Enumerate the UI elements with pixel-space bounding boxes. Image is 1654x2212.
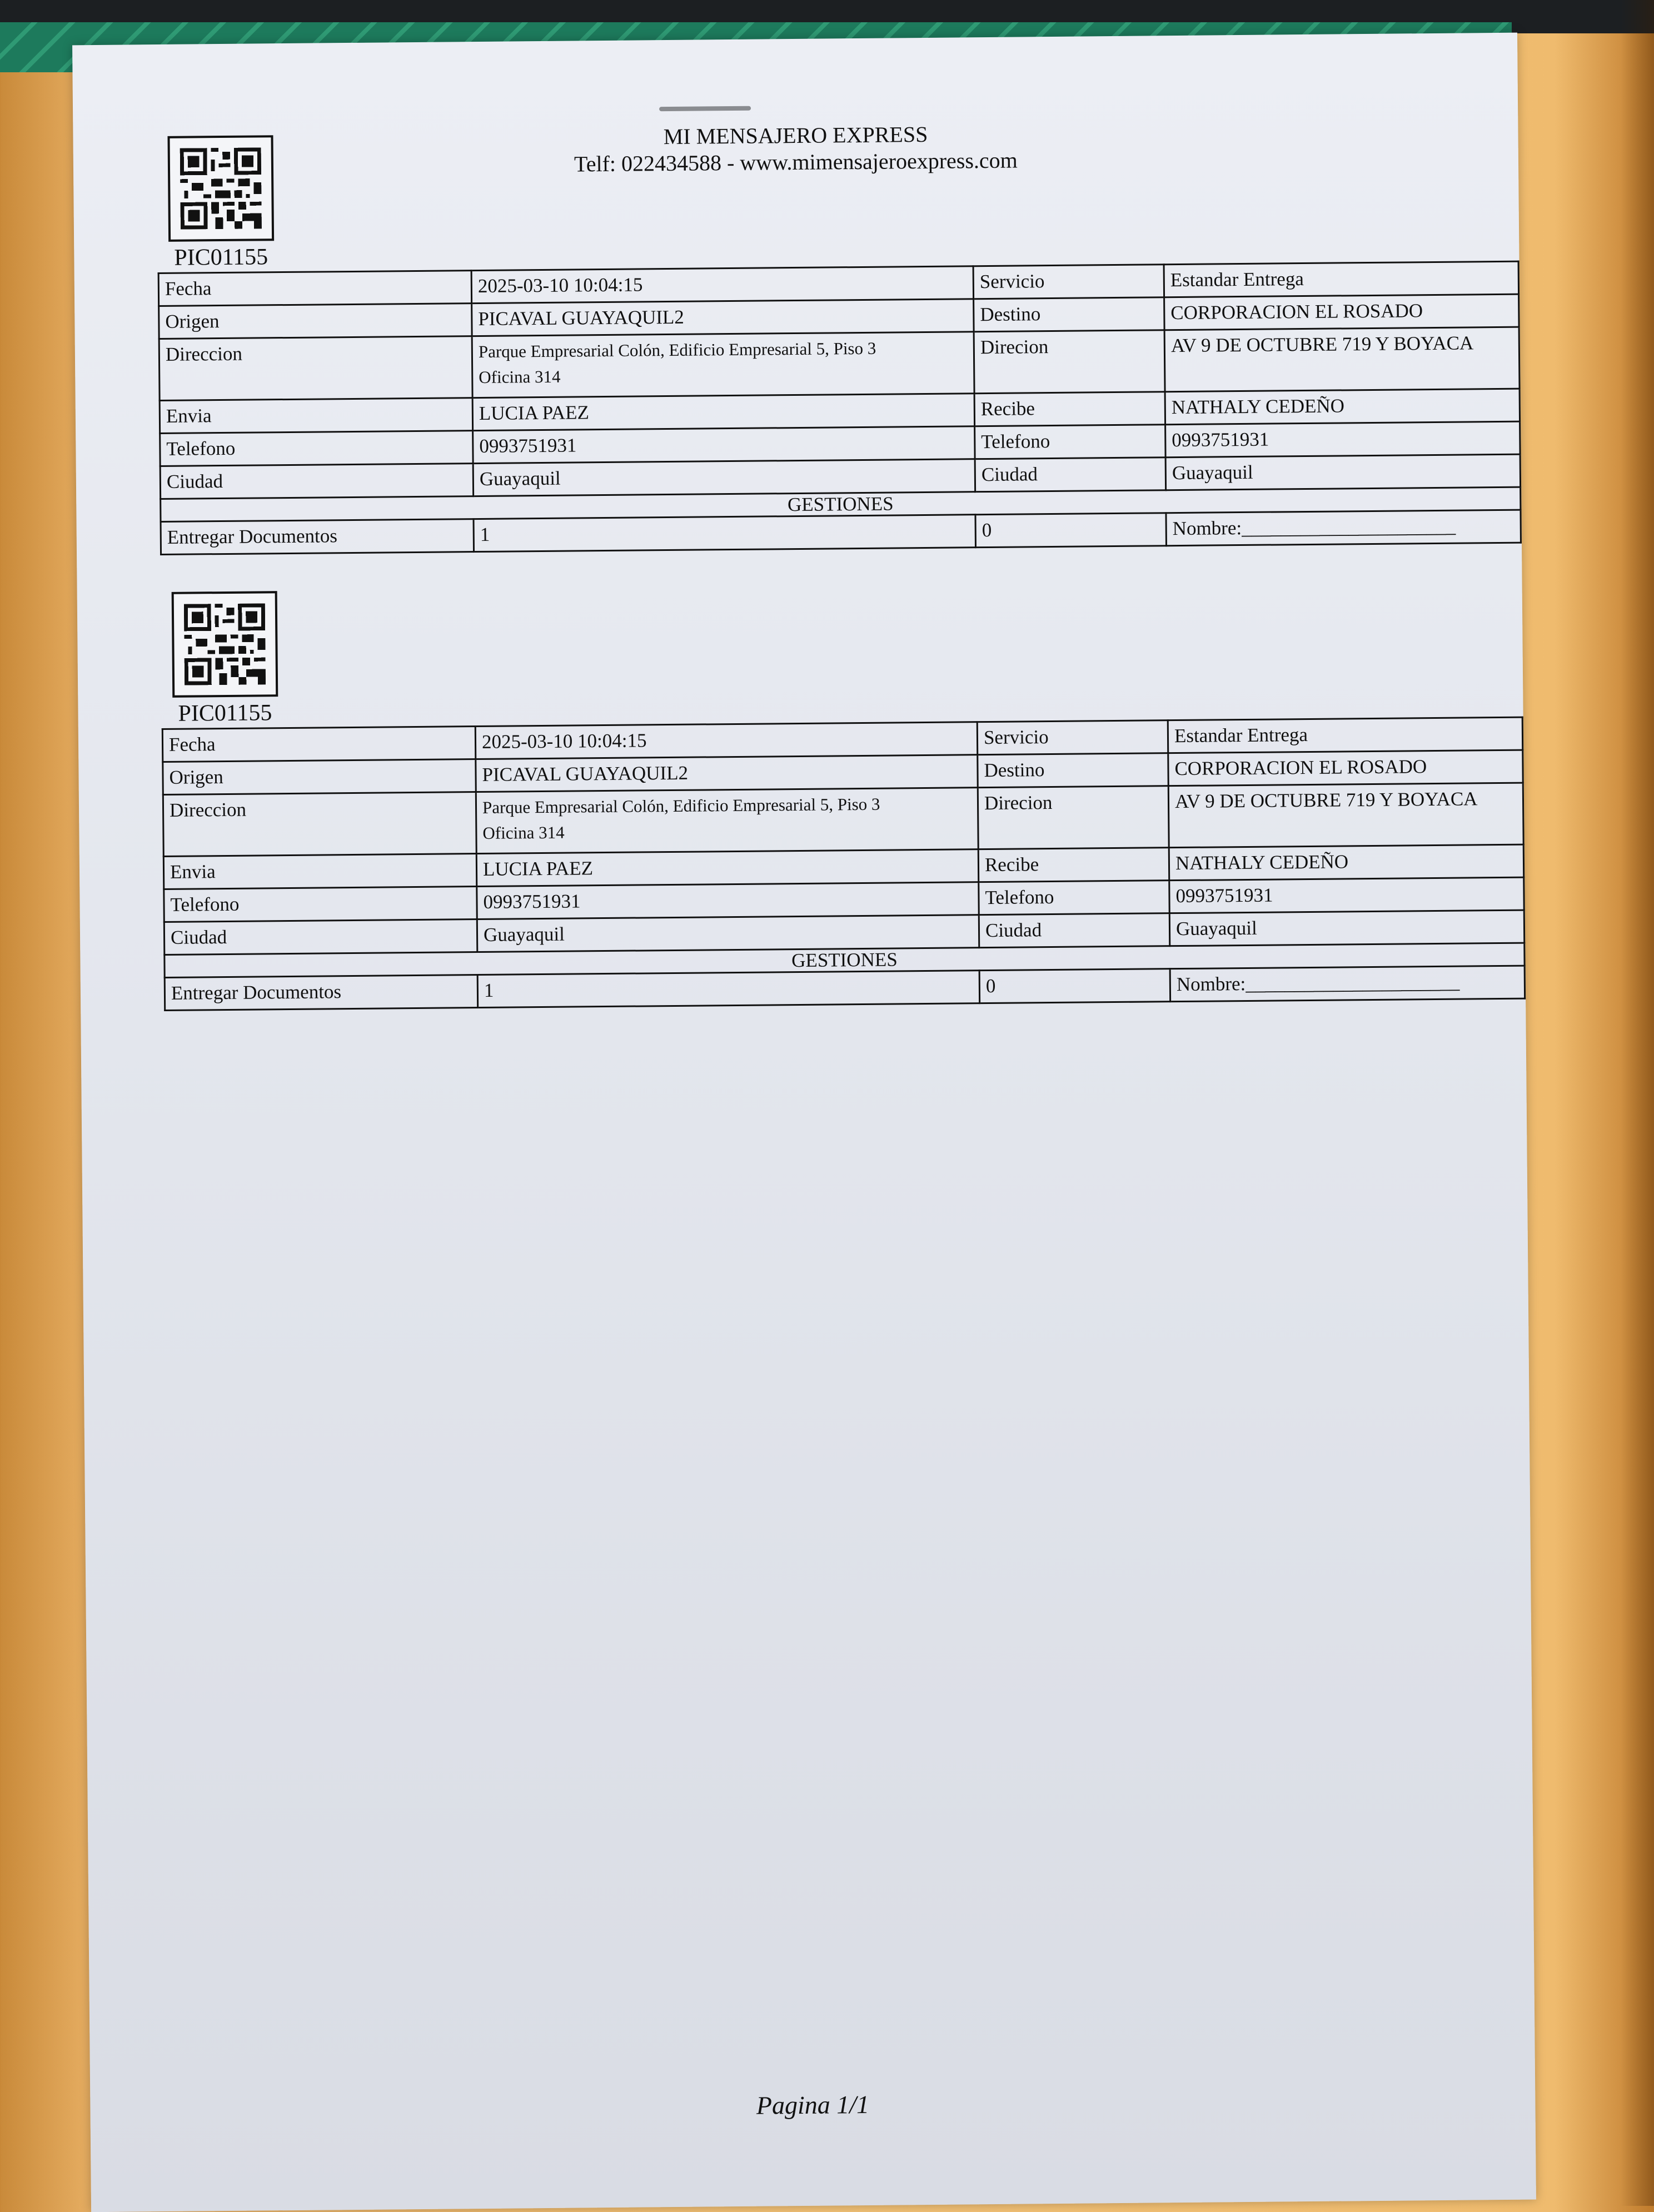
label-envia: Envia [163,854,476,889]
gestion-cantidad: 1 [477,971,979,1008]
value-ciudad: Guayaquil [473,459,975,496]
label-telefono: Telefono [160,431,473,466]
value-telefono: 0993751931 [473,426,975,464]
value-envia: LUCIA PAEZ [476,849,978,887]
value-direcion: AV 9 DE OCTUBRE 719 Y BOYACA [1164,327,1520,392]
gestion-valor: 0 [975,513,1167,548]
value-direcion: AV 9 DE OCTUBRE 719 Y BOYACA [1168,783,1523,848]
qr-code-icon [172,591,278,698]
value-fecha: 2025-03-10 10:04:15 [471,266,973,304]
label-fecha: Fecha [158,271,471,306]
slip-table [158,261,1522,555]
table-row [163,783,1523,856]
label-recibe: Recibe [978,848,1169,882]
slip-table [162,717,1526,1011]
label-servicio: Servicio [977,720,1168,755]
gestion-tarea: Entregar Documentos [165,975,477,1011]
value-destino: CORPORACION EL ROSADO [1168,750,1523,786]
direccion-line-2: Oficina 314 [479,366,561,387]
value-servicio: Estandar Entrega [1168,717,1522,753]
tracking-code: PIC01155 [174,244,268,271]
gestion-nombre: Nombre:______________________ [1170,966,1525,1002]
value-servicio: Estandar Entrega [1164,261,1518,297]
value-telefono-destino: 0993751931 [1169,877,1524,913]
gestion-cantidad: 1 [474,515,975,552]
paper-sheet [72,33,1536,2212]
staple-mark [659,106,751,111]
page-number: Pagina 1/1 [756,2090,870,2120]
value-origen: PICAVAL GUAYAQUIL2 [476,755,978,792]
gestion-tarea: Entregar Documentos [161,519,474,555]
direccion-line-1: Parque Empresarial Colón, Edificio Empresarial 5, Piso 3 [478,338,876,361]
gestiones-header: GESTIONES [161,487,1521,521]
label-direccion: Direccion [159,336,472,401]
value-recibe: NATHALY CEDEÑO [1169,844,1523,881]
label-destino: Destino [978,753,1169,788]
value-telefono: 0993751931 [477,882,979,919]
label-servicio: Servicio [973,265,1164,299]
tracking-code: PIC01155 [178,700,272,727]
gestiones-header: GESTIONES [165,943,1525,977]
label-ciudad-destino: Ciudad [979,913,1170,948]
table-row [159,327,1520,400]
shadow-edge [1621,0,1654,2206]
value-ciudad-destino: Guayaquil [1165,454,1520,490]
label-ciudad: Ciudad [164,919,477,955]
company-name: MI MENSAJERO EXPRESS [663,121,928,150]
gestion-nombre: Nombre:______________________ [1166,510,1521,546]
label-ciudad-destino: Ciudad [975,458,1166,492]
label-origen: Origen [159,304,472,339]
label-envia: Envia [160,398,472,434]
label-direccion: Direccion [163,792,476,857]
gestion-valor: 0 [979,969,1170,1003]
label-fecha: Fecha [162,727,475,762]
label-direcion: Direcion [974,330,1165,394]
value-ciudad-destino: Guayaquil [1169,910,1524,946]
delivery-slip [161,580,1522,1004]
label-ciudad: Ciudad [160,464,473,499]
label-destino: Destino [974,297,1165,332]
value-direccion [476,788,978,854]
value-fecha: 2025-03-10 10:04:15 [475,722,977,759]
label-recibe: Recibe [974,392,1165,426]
value-ciudad: Guayaquil [477,915,979,952]
value-envia: LUCIA PAEZ [472,394,974,431]
value-destino: CORPORACION EL ROSADO [1164,294,1519,330]
label-telefono-destino: Telefono [979,881,1170,915]
qr-code-icon [167,135,274,242]
document-header [73,116,1518,182]
label-telefono-destino: Telefono [975,425,1166,459]
value-direccion [472,332,974,398]
direccion-line-2: Oficina 314 [482,822,565,843]
value-telefono-destino: 0993751931 [1165,421,1520,458]
direccion-line-1: Parque Empresarial Colón, Edificio Empresarial 5, Piso 3 [482,794,880,817]
label-origen: Origen [163,759,476,795]
label-direcion: Direcion [978,786,1169,849]
value-origen: PICAVAL GUAYAQUIL2 [472,299,974,336]
value-recibe: NATHALY CEDEÑO [1165,389,1520,425]
company-contact: Telf: 022434588 - www.mimensajeroexpress.com [574,147,1018,177]
label-telefono: Telefono [164,887,477,922]
